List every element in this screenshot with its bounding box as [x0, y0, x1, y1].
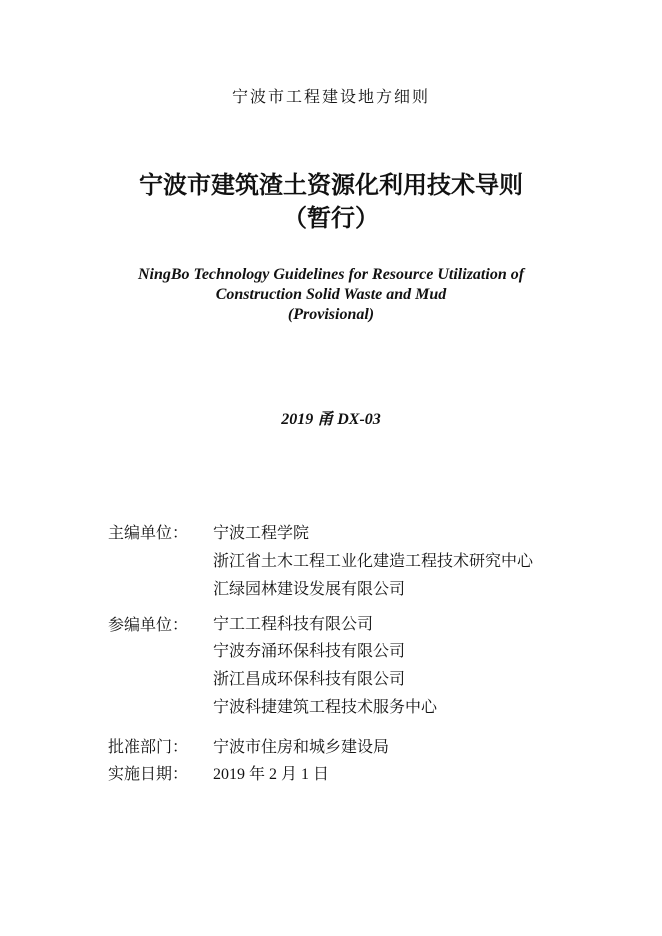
english-title-line-1: NingBo Technology Guidelines for Resource Utilization of: [137, 266, 525, 283]
implementation-date: 2019 年 2 月 1 日: [213, 766, 330, 783]
english-title-line-3: (Provisional): [287, 306, 375, 323]
participating-editor-unit: 宁工工程科技有限公司: [213, 616, 374, 633]
document-title: 宁波市建筑渣土资源化利用技术导则: [139, 171, 523, 199]
chief-editor-unit: 汇绿园林建设发展有限公司: [213, 581, 406, 598]
approval-department: 宁波市住房和城乡建设局: [213, 739, 390, 756]
chief-editor-unit: 宁波工程学院: [213, 525, 310, 542]
participating-editor-unit: 浙江昌成环保科技有限公司: [213, 671, 406, 688]
document-title-provisional: （暂行）: [283, 204, 379, 232]
participating-editor-unit: 宁波科捷建筑工程技术服务中心: [213, 699, 438, 716]
series-header: 宁波市工程建设地方细则: [231, 87, 430, 106]
participating-editor-unit: 宁波夯涌环保科技有限公司: [213, 643, 406, 660]
document-code: 2019 甬 DX-03: [281, 411, 381, 428]
approval-department-label: 批准部门：: [108, 739, 189, 756]
english-title-line-2: Construction Solid Waste and Mud: [215, 286, 447, 303]
implementation-date-label: 实施日期：: [108, 766, 189, 783]
participating-editor-label: 参编单位：: [108, 617, 189, 634]
chief-editor-unit: 浙江省土木工程工业化建造工程技术研究中心: [213, 553, 534, 570]
chief-editor-label: 主编单位：: [108, 525, 189, 542]
